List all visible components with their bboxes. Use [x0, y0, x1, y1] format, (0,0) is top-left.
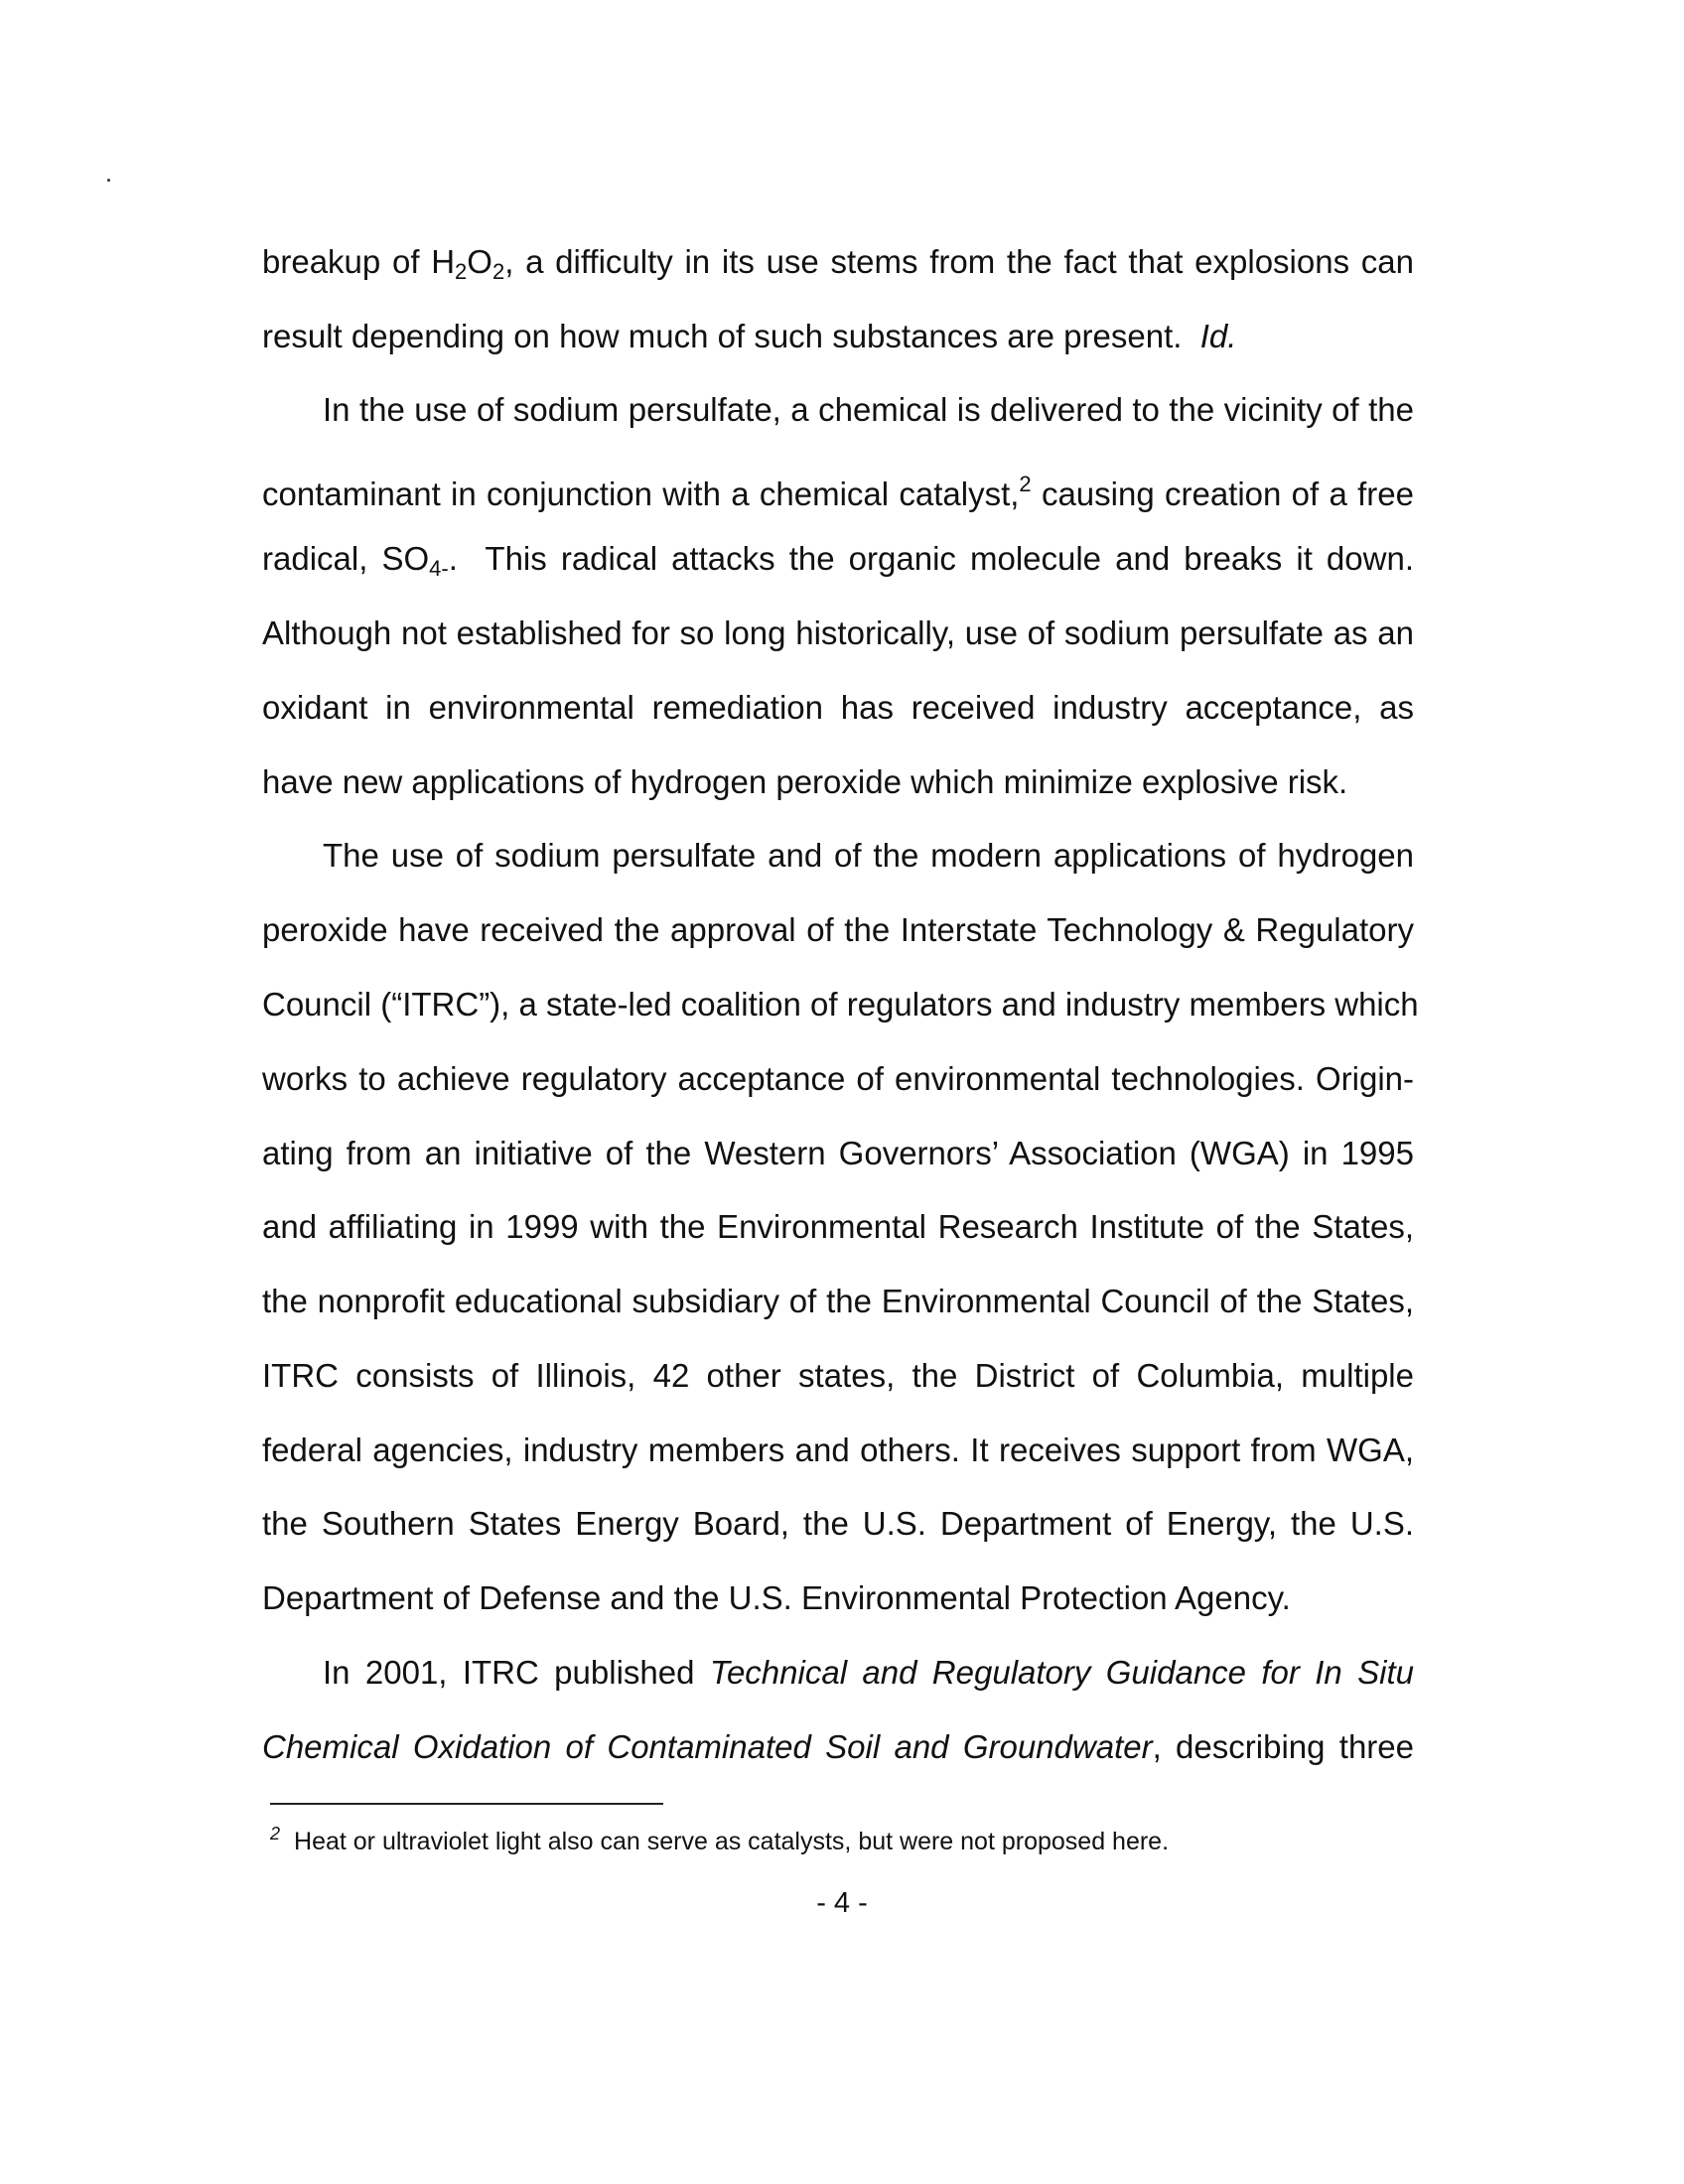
body-text-line — [262, 539, 1414, 589]
text-run: breakup of H — [262, 243, 456, 280]
body-text-line: have new applications of hydrogen peroxide which minimize explosive risk. — [262, 763, 1348, 800]
body-text-line: Department of Defense and the U.S. Environmental Protection Agency. — [262, 1579, 1291, 1616]
body-text-line — [323, 1653, 1414, 1693]
body-text-line: the Southern States Energy Board, the U.S. Department of Energy, the U.S. — [262, 1505, 1414, 1542]
body-text-line: federal agencies, industry members and others. It receives support from WGA, — [262, 1432, 1414, 1468]
body-text-line: The use of sodium persulfate and of the modern applications of hydrogen — [323, 837, 1414, 874]
body-text-line — [262, 317, 1414, 356]
text-run: contaminant in conjunction with a chemical catalyst, — [262, 476, 1020, 512]
text-run: In 2001, ITRC published — [323, 1654, 710, 1691]
body-text-line: Although not established for so long historically, use of sodium persulfate as an — [262, 614, 1414, 651]
text-run: causing creation of a free — [1031, 476, 1414, 512]
body-text-line: and affiliating in 1999 with the Environmental Research Institute of the States, — [262, 1208, 1414, 1245]
footnote-text: Heat or ultraviolet light also can serve as catalysts, but were not proposed here. — [294, 1828, 1170, 1855]
body-text-line: Council (“ITRC”), a state-led coalition of regulators and industry members which — [262, 986, 1419, 1023]
body-text-line: ating from an initiative of the Western Governors’ Association (WGA) in 1995 — [262, 1135, 1414, 1171]
footnote-reference: 2 — [1019, 472, 1032, 496]
text-run: radical, SO — [262, 540, 430, 577]
text-run: , a difficulty in its use stems from the fact that explosions can — [504, 243, 1414, 280]
footnote — [270, 1819, 1169, 1856]
body-text-line — [262, 465, 1414, 514]
body-text-line: ITRC consists of Illinois, 42 other states, the District of Columbia, multiple — [262, 1357, 1414, 1394]
subscript: 4- — [429, 556, 449, 581]
body-text-line — [262, 1727, 1414, 1767]
body-text-line — [262, 242, 1414, 292]
text-run: O — [467, 243, 492, 280]
body-text-line: oxidant in environmental remediation has received industry acceptance, as — [262, 689, 1414, 726]
citation: Id. — [1199, 318, 1237, 354]
text-run: . This radical attacks the organic molecule and breaks it down. — [448, 540, 1414, 577]
footnote-separator — [270, 1803, 663, 1805]
page-number: - 4 - — [816, 1887, 868, 1919]
stray-scan-mark — [107, 179, 110, 182]
body-text-line: peroxide have received the approval of the Interstate Technology & Regulatory — [262, 911, 1414, 948]
text-run: result depending on how much of such substances are present. — [262, 318, 1200, 354]
subscript: 2 — [491, 259, 505, 284]
body-text-line: works to achieve regulatory acceptance of environmental technologies. Origin- — [262, 1060, 1414, 1097]
body-text-line: the nonprofit educational subsidiary of the Environmental Council of the States, — [262, 1283, 1414, 1319]
publication-title: Chemical Oxidation of Contaminated Soil and Groundwater — [262, 1728, 1153, 1765]
subscript: 2 — [455, 259, 468, 284]
body-text-line: In the use of sodium persulfate, a chemical is delivered to the vicinity of the — [323, 391, 1414, 428]
text-run: , describing three — [1152, 1728, 1414, 1765]
publication-title: Technical and Regulatory Guidance for In Situ — [709, 1654, 1415, 1691]
footnote-marker: 2 — [270, 1824, 281, 1843]
